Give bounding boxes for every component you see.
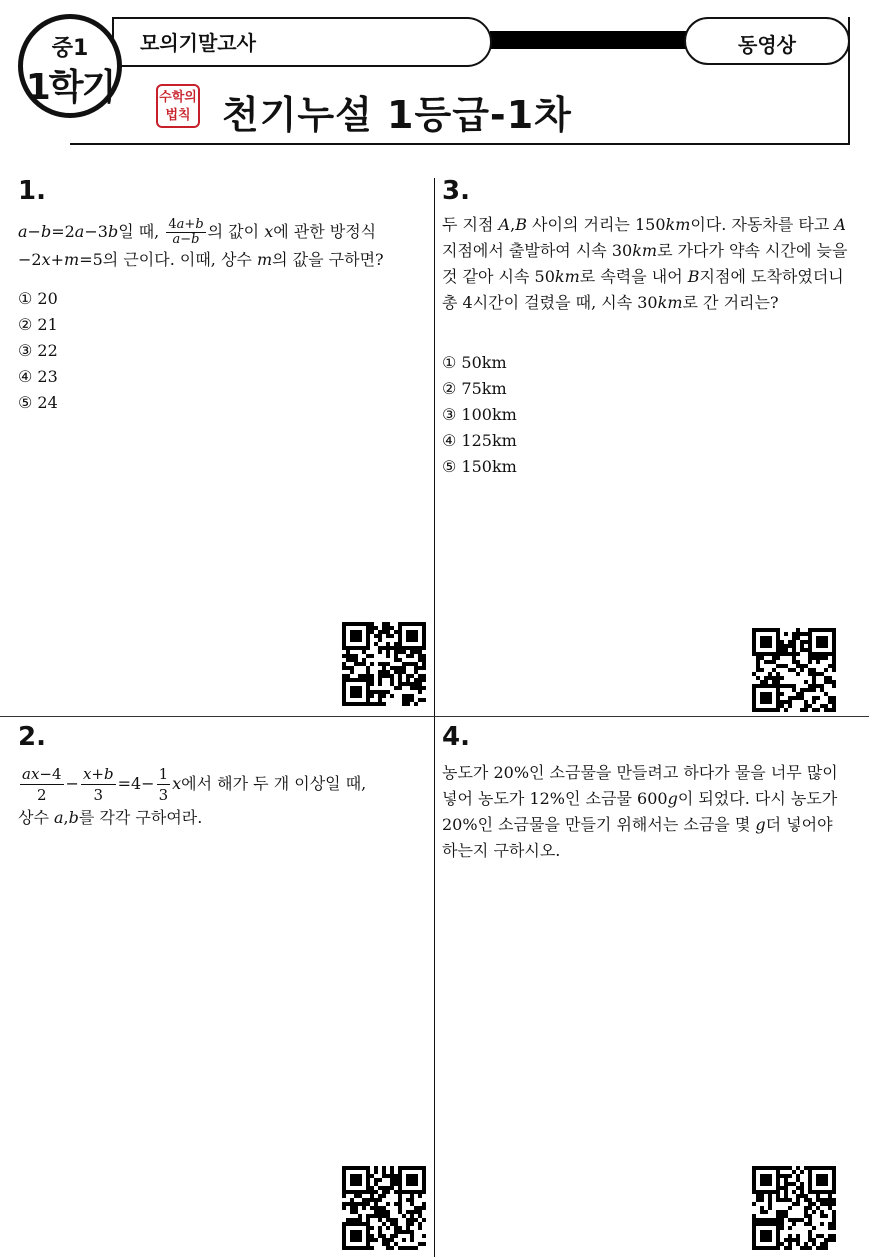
choice[interactable]: ② 75km — [442, 379, 507, 398]
problem-4-number: 4. — [442, 722, 470, 752]
choice[interactable]: ③ 100km — [442, 405, 517, 424]
problem-2-number: 2. — [18, 722, 46, 752]
math-law-stamp-logo — [156, 84, 200, 128]
choice[interactable]: ① 50km — [442, 353, 507, 372]
problem-3-text: 두 지점 A,B 사이의 거리는 150km이다. 자동차를 타고 A지점에서 출발하여 시속 30km로 가다가 약속 시간에 늦을 것 같아 시속 50km로 속력을 내어 B지점에 도착하였더니 총 4시간이 걸렸을 때, 시속 30km로 간 거리는? — [442, 215, 848, 312]
header-bar — [490, 31, 690, 49]
choice[interactable]: ⑤ 150km — [442, 457, 517, 476]
choice[interactable]: ① 20 — [18, 289, 58, 308]
problem-3-choices — [442, 350, 517, 480]
qr-code-icon[interactable] — [752, 1166, 836, 1250]
qr-code-icon[interactable] — [342, 1166, 426, 1250]
problem-2-text: $\frac{ax-4}{2}$ − $\frac{x+b}{3}$ =4− $\frac{1}{3}$ x에서 해가 두 개 이상일 때, 상수 a,b를 각각 구하여라. — [18, 765, 367, 827]
column-divider — [434, 178, 435, 1257]
choice[interactable]: ③ 22 — [18, 341, 58, 360]
video-label: 동영상 — [738, 33, 796, 57]
qr-code-icon[interactable] — [752, 628, 836, 712]
stamp-line1: 수학의 — [159, 90, 197, 105]
choice[interactable]: ② 21 — [18, 315, 58, 334]
problem-3-number: 3. — [442, 176, 470, 206]
grade-badge — [18, 14, 122, 118]
exam-subtitle: 모의기말고사 — [140, 31, 256, 55]
video-button[interactable] — [684, 17, 850, 65]
problem-4-text: 농도가 20%인 소금물을 만들려고 하다가 물을 너무 많이 넣어 농도가 12%인 소금물 600g이 되었다. 다시 농도가 20%인 소금물을 만들기 위해서는 소금을 몇 g더 넣어야 하는지 구하시오. — [442, 763, 838, 860]
subtitle-pill — [112, 17, 492, 67]
problem-1-text: a−b=2a−3b일 때, $\frac{4a+b}{a-b}$ 의 값이 x에 관한 방정식 −2x+m=5의 근이다. 이때, 상수 m의 값을 구하면? — [18, 217, 384, 269]
problem-1-number: 1. — [18, 176, 46, 206]
page-title: 천기누설 1등급-1차 — [222, 93, 572, 137]
problem-1-choices — [18, 286, 58, 416]
qr-code-icon[interactable] — [342, 622, 426, 706]
row-divider — [0, 716, 869, 717]
choice[interactable]: ④ 125km — [442, 431, 517, 450]
choice[interactable]: ⑤ 24 — [18, 393, 58, 412]
badge-semester: 1학기 — [25, 67, 115, 108]
badge-grade: 중1 — [51, 36, 89, 61]
choice[interactable]: ④ 23 — [18, 367, 58, 386]
stamp-line2: 법칙 — [165, 108, 191, 123]
